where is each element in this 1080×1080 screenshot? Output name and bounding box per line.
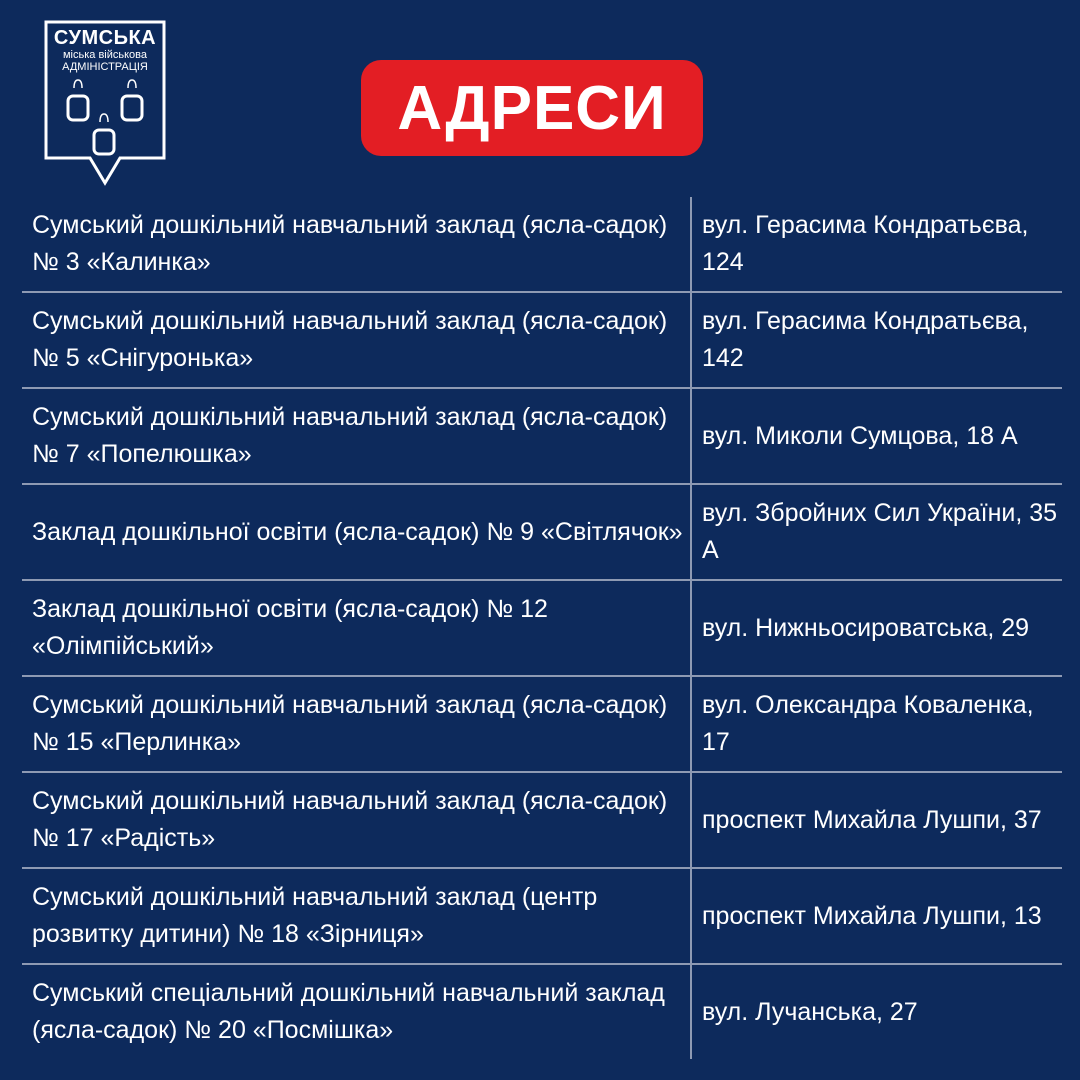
logo-subtitle-2: АДМІНІСТРАЦІЯ — [62, 61, 148, 73]
address-cell — [692, 581, 1062, 675]
institution-name: Сумський дошкільний навчальний заклад (ясла-садок) № 17 «Радість» — [32, 787, 668, 852]
institution-name-cell — [22, 965, 692, 1059]
institution-name: Сумський дошкільний навчальний заклад (ясла-садок) № 15 «Перлинка» — [32, 691, 668, 756]
institution-name-cell — [22, 485, 692, 579]
institution-name-cell — [22, 869, 692, 963]
address-cell — [692, 773, 1062, 867]
table-row — [22, 581, 1062, 677]
institution-name: Сумський дошкільний навчальний заклад (центр розвитку дитини) № 18 «Зірниця» — [32, 883, 598, 948]
address: вул. Олександра Коваленка, 17 — [702, 691, 1034, 756]
address: вул. Нижньосироватська, 29 — [702, 613, 1030, 642]
table-row — [22, 389, 1062, 485]
city-administration-logo — [44, 20, 166, 186]
address-cell — [692, 293, 1062, 387]
address: проспект Михайла Лушпи, 37 — [702, 805, 1042, 834]
institution-name-cell — [22, 581, 692, 675]
address: вул. Лучанська, 27 — [702, 997, 918, 1026]
address: вул. Герасима Кондратьєва, 124 — [702, 211, 1029, 276]
institution-name-cell — [22, 293, 692, 387]
logo-subtitle: міська військова — [62, 49, 148, 61]
table-row — [22, 197, 1062, 293]
table-row — [22, 773, 1062, 869]
institution-name: Сумський дошкільний навчальний заклад (ясла-садок) № 5 «Снігуронька» — [32, 307, 668, 372]
institution-name-cell — [22, 197, 692, 291]
address-cell — [692, 677, 1062, 771]
table-row — [22, 293, 1062, 389]
institution-name: Сумський дошкільний навчальний заклад (ясла-садок) № 3 «Калинка» — [32, 211, 668, 276]
address: вул. Збройних Сил України, 35 А — [702, 499, 1058, 564]
address-cell — [692, 965, 1062, 1059]
logo-title: СУМСЬКА — [53, 27, 157, 49]
table-row — [22, 869, 1062, 965]
table-row — [22, 485, 1062, 581]
address-cell — [692, 869, 1062, 963]
institution-name: Сумський спеціальний дошкільний навчальний заклад (ясла-садок) № 20 «Посмішка» — [32, 979, 665, 1044]
institution-name-cell — [22, 773, 692, 867]
institution-name: Сумський дошкільний навчальний заклад (ясла-садок) № 7 «Попелюшка» — [32, 403, 668, 468]
institution-name-cell — [22, 389, 692, 483]
page-title: АДРЕСИ — [361, 60, 703, 156]
address-cell — [692, 389, 1062, 483]
table-row — [22, 677, 1062, 773]
address: вул. Герасима Кондратьєва, 142 — [702, 307, 1029, 372]
institution-name-cell — [22, 677, 692, 771]
address: вул. Миколи Сумцова, 18 А — [702, 421, 1018, 450]
table-row — [22, 965, 1062, 1059]
address-cell — [692, 197, 1062, 291]
institution-name: Заклад дошкільної освіти (ясла-садок) № 9 «Світлячок» — [32, 517, 683, 546]
address-cell — [692, 485, 1062, 579]
address: проспект Михайла Лушпи, 13 — [702, 901, 1042, 930]
address-table — [22, 197, 1062, 1059]
institution-name: Заклад дошкільної освіти (ясла-садок) № 12 «Олімпійський» — [32, 595, 548, 660]
